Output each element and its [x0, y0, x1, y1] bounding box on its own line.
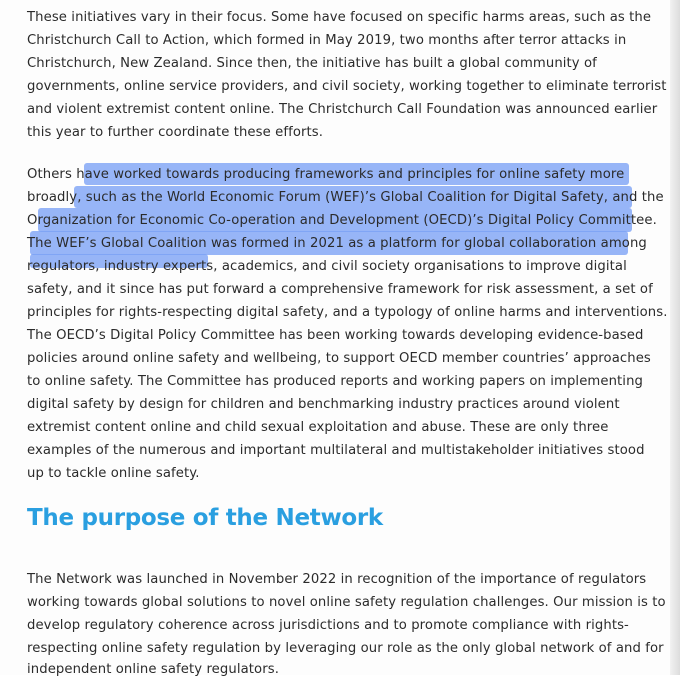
paragraph2-line: policies around online safety and wellbeing, to support OECD member countries’ approaches: [27, 351, 651, 366]
paragraph2-line: principles for rights-respecting digital safety, and a typology of online harms and interventions.: [27, 305, 668, 320]
paragraph1-line: and violent extremist content online. The Christchurch Call Foundation was announced earlier: [27, 102, 658, 117]
paragraph2-line: digital safety by design for children and benchmarking industry practices around violent: [27, 397, 620, 412]
paragraph1-line: governments, online service providers, and civil society, working together to eliminate terrorist: [27, 79, 667, 94]
paragraph2-line: Organization for Economic Co-operation and Development (OECD)’s Digital Policy Committee.: [27, 213, 657, 228]
paragraph3-line: develop regulatory coherence across jurisdictions and to promote compliance with rights-: [27, 618, 629, 633]
paragraph3-line: independent online safety regulators.: [27, 662, 279, 677]
paragraph2-line: up to tackle online safety.: [27, 466, 200, 481]
paragraph2-line: safety, and it since has put forward a comprehensive framework for risk assessment, a set of: [27, 282, 653, 297]
paragraph2-line: Others have worked towards producing frameworks and principles for online safety more: [27, 167, 625, 182]
paragraph2-line: The WEF’s Global Coalition was formed in 2021 as a platform for global collaboration among: [27, 236, 647, 251]
paragraph2-line: examples of the numerous and important multilateral and multistakeholder initiatives stood: [27, 443, 645, 458]
paragraph3-line: respecting online safety regulation by leveraging our role as the only global network of and for: [27, 641, 664, 656]
paragraph1-line: Christchurch, New Zealand. Since then, the initiative has built a global community of: [27, 56, 597, 71]
section-heading: The purpose of the Network: [27, 505, 383, 531]
paragraph2-line: broadly, such as the World Economic Forum (WEF)’s Global Coalition for Digital Safety, and the: [27, 190, 664, 205]
paragraph3-line: The Network was launched in November 2022 in recognition of the importance of regulators: [27, 572, 647, 587]
paragraph2-line: The OECD’s Digital Policy Committee has been working towards developing evidence-based: [27, 328, 644, 343]
paragraph3-line: working towards global solutions to novel online safety regulation challenges. Our mission is to: [27, 595, 666, 610]
paragraph1-line: this year to further coordinate these efforts.: [27, 125, 324, 140]
paragraph2-line: to online safety. The Committee has produced reports and working papers on implementing: [27, 374, 643, 389]
paragraph1-line: Christchurch Call to Action, which formed in May 2019, two months after terror attacks in: [27, 33, 627, 48]
paragraph2-line: extremist content online and child sexual exploitation and abuse. These are only three: [27, 420, 609, 435]
page-edge-shadow: [670, 0, 680, 675]
paragraph2-line: regulators, industry experts, academics, and civil society organisations to improve digital: [27, 259, 627, 274]
paragraph1-line: These initiatives vary in their focus. Some have focused on specific harms areas, such as the: [27, 10, 652, 25]
